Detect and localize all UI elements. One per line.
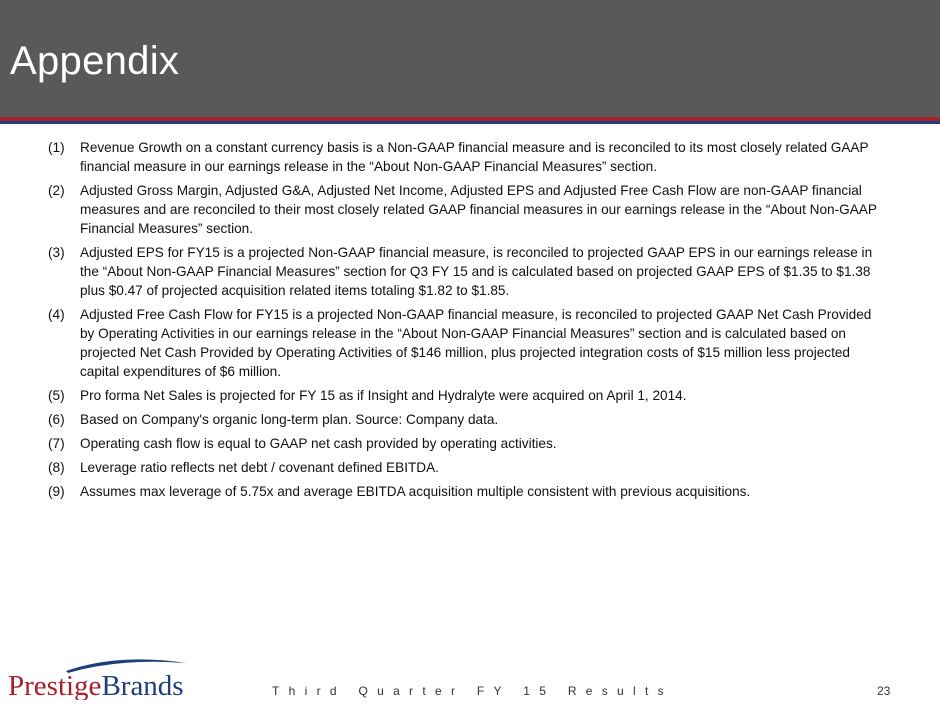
footnote-item — [48, 386, 888, 405]
footnote-number: (7) — [48, 436, 65, 451]
footnote-text: Assumes max leverage of 5.75x and average EBITDA acquisition multiple consistent with previous acquisitions. — [80, 484, 751, 499]
footnote-text: Operating cash flow is equal to GAAP net cash provided by operating activities. — [80, 436, 557, 451]
logo-prestige: Prestige — [8, 670, 102, 700]
footer-caption: Third Quarter FY 15 Results — [272, 684, 673, 698]
footnote-number: (3) — [48, 245, 65, 260]
page-number: 23 — [877, 684, 891, 698]
footnote-text: Adjusted EPS for FY15 is a projected Non-GAAP financial measure, is reconciled to projected GAAP EPS in our earnings release in the “About Non-GAAP Financial Measures” section for Q3 FY 15 and is calculated based on projected GAAP EPS of $1.35 to $1.38 plus $0.47 of projected acquisition related items totaling $1.82 to $1.85. — [80, 245, 873, 298]
footnote-item — [48, 138, 888, 176]
footnote-text: Based on Company's organic long-term plan. Source: Company data. — [80, 412, 499, 427]
footnote-item — [48, 410, 888, 429]
footnote-number: (1) — [48, 140, 65, 155]
footnote-text: Pro forma Net Sales is projected for FY 15 as if Insight and Hydralyte were acquired on April 1, 2014. — [80, 388, 687, 403]
footnote-item — [48, 243, 888, 300]
footnote-text: Leverage ratio reflects net debt / covenant defined EBITDA. — [80, 460, 439, 475]
footnote-item — [48, 482, 888, 501]
footnote-number: (5) — [48, 388, 65, 403]
footnote-number: (9) — [48, 484, 65, 499]
footnote-number: (8) — [48, 460, 65, 475]
svg-text:PrestigeBrands — [8, 670, 184, 700]
footnote-number: (6) — [48, 412, 65, 427]
footnote-item — [48, 181, 888, 238]
footnote-number: (2) — [48, 183, 65, 198]
logo-brands: Brands — [101, 670, 184, 700]
footnote-text: Adjusted Gross Margin, Adjusted G&A, Adjusted Net Income, Adjusted EPS and Adjusted Free Cash Flow are non-GAAP financial measures and are reconciled to their most closely related GAAP financial measures in our earnings release in the “About Non-GAAP Financial Measures” section. — [80, 183, 877, 236]
prestige-brands-logo — [8, 655, 193, 700]
slide-title: Appendix — [10, 39, 180, 83]
footnote-item — [48, 434, 888, 453]
footnote-text: Adjusted Free Cash Flow for FY15 is a projected Non-GAAP financial measure, is reconciled to projected GAAP Net Cash Provided by Operating Activities in our earnings release in the “About Non-GAAP Financial Measures” section and is calculated based on projected Net Cash Provided by Operating Activities of $146 million, plus projected integration costs of $15 million less projected capital expenditures of $6 million. — [80, 307, 872, 379]
footnote-item — [48, 458, 888, 477]
footnote-number: (4) — [48, 307, 65, 322]
header-rule-blue — [0, 121, 940, 124]
footnote-text: Revenue Growth on a constant currency basis is a Non-GAAP financial measure and is reconciled to its most closely related GAAP financial measure in our earnings release in the “About Non-GAAP Financial Measures” section. — [80, 140, 869, 174]
footnote-list — [48, 138, 888, 506]
footnote-item — [48, 305, 888, 381]
